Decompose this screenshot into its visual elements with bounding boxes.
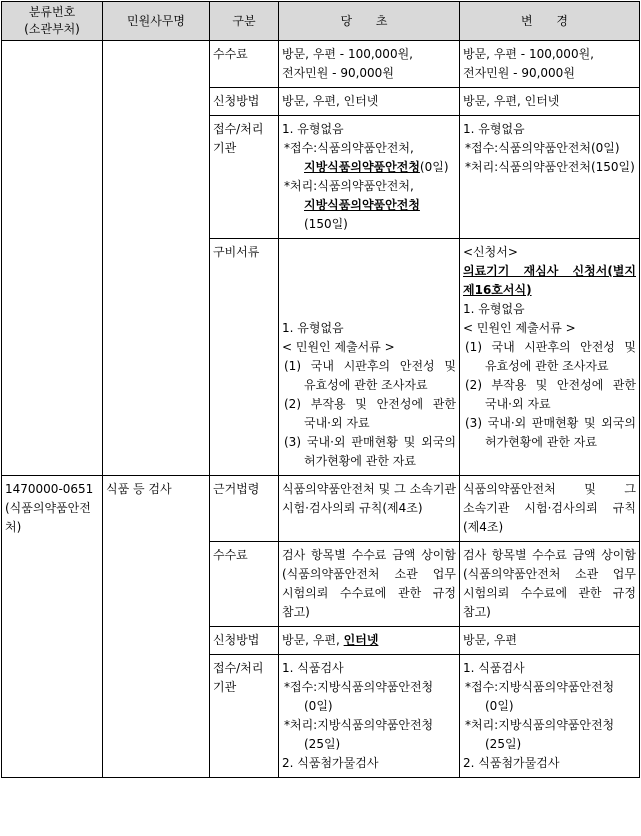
after-cell: 방문, 우편 - 100,000원, 전자민원 - 90,000원 <box>460 41 640 88</box>
header-classification <box>2 2 103 41</box>
table-row <box>2 41 640 88</box>
table-row <box>2 476 640 542</box>
classification-code: 1470000-0651 <box>5 482 94 496</box>
category-cell: 접수/처리 기관 <box>210 655 279 778</box>
ministry-name: (식품의약품안전처) <box>5 501 91 534</box>
before-cell: 방문, 우편 - 100,000원, 전자민원 - 90,000원 <box>279 41 460 88</box>
header-row <box>2 2 640 41</box>
before-cell: 1. 유형없음 *접수:식품의약품안전처, 지방식품의약품안전청(0일) *처리:식품의약품안전처, 지방식품의약품안전청(150일) <box>279 116 460 239</box>
after-cell: 1. 식품검사 *접수:지방식품의약품안전청(0일) *처리:지방식품의약품안전청(25일) 2. 식품첨가물검사 <box>460 655 640 778</box>
after-cell: 검사 항목별 수수료 금액 상이함(식품의약품안전처 소관 업무 시험의뢰 수수료에 관한 규정 참고) <box>460 542 640 627</box>
changed-text: 지방식품의약품안전청 <box>304 160 420 174</box>
header-classification-label: 분류번호 <box>28 5 76 19</box>
before-cell: 검사 항목별 수수료 금액 상이함(식품의약품안전처 소관 업무 시험의뢰 수수료에 관한 규정 참고) <box>279 542 460 627</box>
after-cell: 방문, 우편 <box>460 627 640 655</box>
header-after: 변 경 <box>460 2 640 41</box>
header-service-name: 민원사무명 <box>103 2 210 41</box>
service-name-cell-empty <box>103 41 210 476</box>
after-cell: <신청서> 의료기기 재심사 신청서(별지 제16호서식) 1. 유형없음 < 민원인 제출서류 > (1) 국내 시판후의 안전성 및 유효성에 관한 조사자료 (2) 부작용 및 안전성에 관한 국내·외 자료 (3) 국내·외 판매현황 및 외국의 허가현황에 관한 자료 <box>460 239 640 476</box>
changed-text: 인터넷 <box>343 633 379 647</box>
document-page <box>0 1 641 836</box>
after-cell: 방문, 우편, 인터넷 <box>460 88 640 116</box>
category-cell: 근거법령 <box>210 476 279 542</box>
before-cell: 1. 식품검사 *접수:지방식품의약품안전청(0일) *처리:지방식품의약품안전청(25일) 2. 식품첨가물검사 <box>279 655 460 778</box>
category-cell: 신청방법 <box>210 627 279 655</box>
header-classification-sub: (소관부처) <box>24 22 80 36</box>
classification-cell <box>2 476 103 778</box>
before-cell: 방문, 우편, 인터넷 <box>279 88 460 116</box>
changed-text: 지방식품의약품안전청 <box>304 198 420 212</box>
category-cell: 신청방법 <box>210 88 279 116</box>
after-cell: 1. 유형없음 *접수:식품의약품안전처(0일) *처리:식품의약품안전처(150일) <box>460 116 640 239</box>
before-cell: 1. 유형없음 < 민원인 제출서류 > (1) 국내 시판후의 안전성 및 유효성에 관한 조사자료 (2) 부작용 및 안전성에 관한 국내·외 자료 (3) 국내·외 판매현황 및 외국의 허가현황에 관한 자료 <box>279 239 460 476</box>
service-name-cell: 식품 등 검사 <box>103 476 210 778</box>
classification-cell-empty <box>2 41 103 476</box>
category-cell: 수수료 <box>210 41 279 88</box>
category-cell: 수수료 <box>210 542 279 627</box>
before-cell: 방문, 우편, 인터넷 <box>279 627 460 655</box>
changed-text: 의료기기 재심사 신청서(별지 제16호서식) <box>463 264 636 297</box>
category-cell: 접수/처리 기관 <box>210 116 279 239</box>
comparison-table <box>1 1 640 778</box>
before-cell: 식품의약품안전처 및 그 소속기관 시험·검사의뢰 규칙(제4조) <box>279 476 460 542</box>
category-cell: 구비서류 <box>210 239 279 476</box>
after-cell: 식품의약품안전처 및 그 소속기관 시험·검사의뢰 규칙(제4조) <box>460 476 640 542</box>
header-before: 당 초 <box>279 2 460 41</box>
header-category: 구분 <box>210 2 279 41</box>
